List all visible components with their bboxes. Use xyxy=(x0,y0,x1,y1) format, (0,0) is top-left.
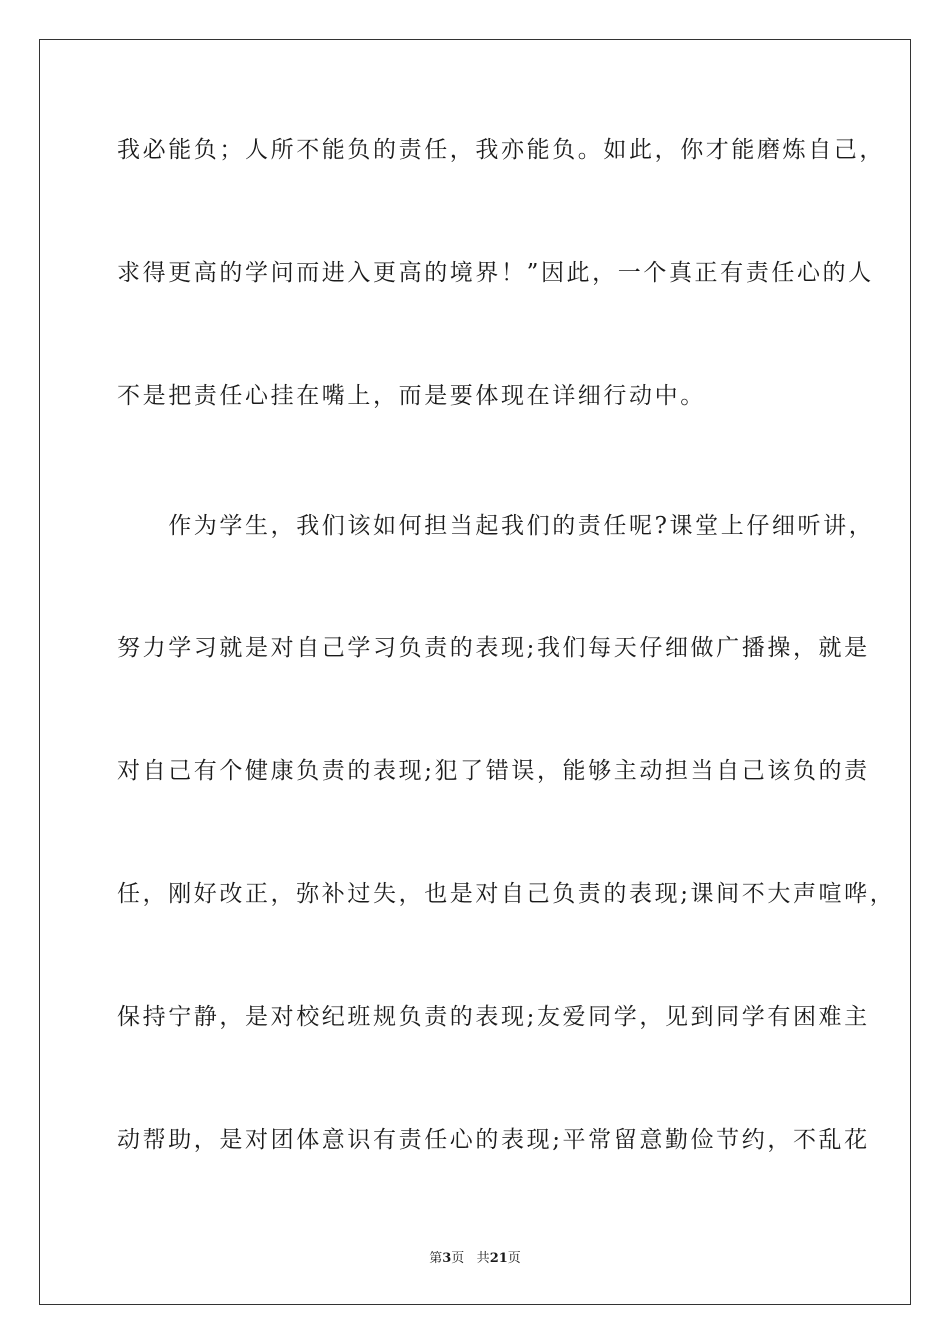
text-line: 努力学习就是对自己学习负责的表现;我们每天仔细做广播操，就是 xyxy=(117,635,870,661)
footer-page-prefix: 第 xyxy=(429,1251,443,1266)
text-line: 任，刚好改正，弥补过失，也是对自己负责的表现;课间不大声喧哗， xyxy=(117,881,896,907)
text-line: 求得更高的学问而进入更高的境界！”因此，一个真正有责任心的人 xyxy=(117,260,874,286)
footer-page-suffix: 页 xyxy=(451,1251,465,1266)
footer-total-pages: 21 xyxy=(489,1251,508,1266)
text-line: 我必能负；人所不能负的责任，我亦能负。如此，你才能磨炼自己， xyxy=(117,137,885,163)
footer-total-prefix: 共 xyxy=(476,1251,490,1266)
footer-page-number: 3 xyxy=(442,1251,452,1266)
footer-total-suffix: 页 xyxy=(507,1251,521,1266)
page-frame xyxy=(39,39,911,1305)
text-line: 保持宁静，是对校纪班规负责的表现;友爱同学，见到同学有困难主 xyxy=(117,1004,870,1030)
page-footer xyxy=(0,1247,950,1266)
text-line: 不是把责任心挂在嘴上，而是要体现在详细行动中。 xyxy=(117,383,706,409)
text-line: 动帮助，是对团体意识有责任心的表现;平常留意勤俭节约，不乱花 xyxy=(117,1127,870,1153)
paragraph-first-line: 作为学生，我们该如何担当起我们的责任呢?课堂上仔细听讲， xyxy=(117,513,875,539)
text-line: 对自己有个健康负责的表现;犯了错误，能够主动担当自己该负的责 xyxy=(117,758,870,784)
